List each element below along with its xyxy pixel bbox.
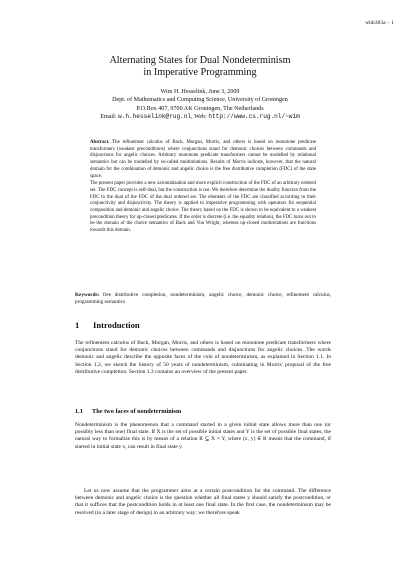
web-prefix: , Web:	[191, 114, 207, 121]
email-address[interactable]: w.h.hesselink@rug.nl	[118, 113, 192, 121]
title-line-1: Alternating States for Dual Nondeterminism	[109, 55, 291, 66]
abstract	[90, 140, 316, 235]
section-title: Introduction	[93, 320, 140, 330]
abstract-paragraph-2: The present paper provides a new axiomatization and more explicit construction of the FDC of an arbitrary ordered set. The FDC concept is self-dual, but the construction is not. We therefore determine the duality function from the FDC to the dual of the FDC of the dual ordered set. The elements of the FDC are classified according to their conjunctivity and disjunctivity. The theory is applied to imperative programming with operators for sequential composition and demonic and angelic choice. The theory based on the FDC is shown to be equivalent to a weakest precondition theory for up-closed predicates. If the order is discrete (i.e. the equality relation), the FDC turns out to be the domain of the choice semantics of Back and Von Wright, whereas up-closed multirelations are functions towards this domain.	[90, 181, 316, 234]
title-line-2: in Imperative Programming	[143, 67, 257, 78]
abstract-paragraph-1	[90, 140, 316, 180]
contact-line	[0, 113, 400, 121]
author-block	[0, 88, 400, 122]
affiliation-line-1: Dept. of Mathematics and Computing Science, University of Groningen	[112, 97, 288, 104]
subsection-heading	[75, 408, 181, 415]
abstract-label: Abstract.	[90, 140, 110, 145]
running-head: whh383a – 1	[365, 20, 394, 26]
section-number: 1	[75, 320, 80, 330]
paper-title	[0, 55, 400, 79]
section-heading	[75, 320, 140, 330]
keywords	[75, 292, 331, 307]
intro-paragraph: The refinement calculus of Back, Morgan, Morris, and others is based on monotone predicate transformers where conjunctions stand for demonic choices between commands and disjunctions for angelic choices. The words demonic and angelic describe the opposite faces of the coin of nondeterminism, as explained in Section 1.1. In Section 1.2, we sketch the history of 50 years of nondeterminism, culminating in Morris' proposal of the free distributive completion. Section 1.3 contains an overview of the present paper.	[75, 340, 331, 375]
keywords-text: free distributive completion, nondeterminism, angelic choice, demonic choice, refinement calculus, programming semantics	[75, 292, 331, 306]
keywords-label: Keywords:	[75, 292, 100, 298]
abstract-text-1: The refinement calculus of Back, Morgan, Morris, and others is based on monotone predicate transformers (weakest preconditions) where conjunctions stand for demonic choices between commands and disjunctions for angelic choices. Arbitrary monotone predicate transformers cannot be modelled by relational semantics but can be modelled by so-called multirelations. Results of Morris indicate, however, that the natural domain for the combination of demonic and angelic choice is the free distributive completion (FDC) of the state space.	[90, 140, 317, 179]
author-line: Wim H. Hesselink, June 3, 2009	[160, 89, 240, 95]
subsection-paragraph-1: Nondeterminism is the phenomenon that a command started in a given initial state allows more than one (or possibly less than one) final state. If X is the set of possible initial states and Y is the set of possible final states, the natural way to formalize this is by means of a relation R ⊆ X × Y, where (x, y) ∈ R means that the command, if started in initial state x, can result in final state y.	[75, 422, 331, 450]
subsection-paragraph-2: Let us now assume that the programmer aims at a certain postcondition for the command. The difference between demonic and angelic choice is the question whether all final states y should satisfy the postcondition, or that it suffices that the postcondition holds in at least one final state. In the first case, the nondeterminism may be resolved (in a later stage of design) in an arbitrary way; we therefore speak	[75, 488, 331, 516]
email-prefix: Email:	[100, 114, 117, 121]
affiliation-line-2: P.O.Box 407, 9700 AK Groningen, The Netherlands	[136, 105, 264, 112]
subsection-number: 1.1	[75, 408, 83, 415]
subsection-title: The two faces of nondeterminism	[92, 408, 182, 415]
web-address[interactable]: http://www.cs.rug.nl/~wim	[208, 113, 300, 121]
